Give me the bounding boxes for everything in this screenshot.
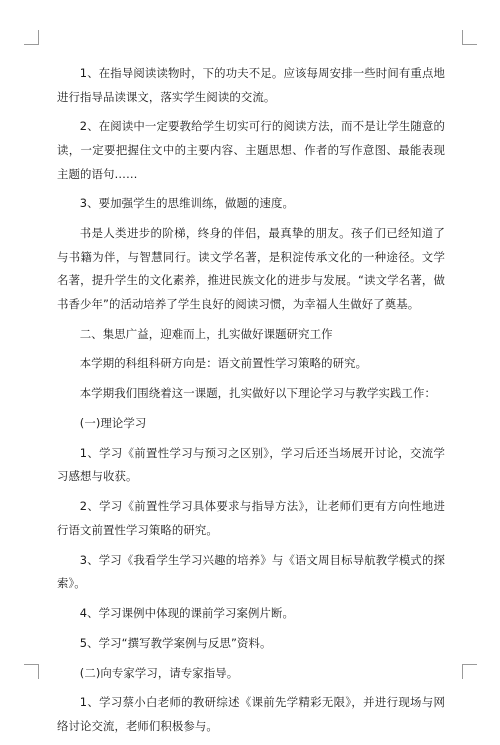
document-body (57, 62, 445, 745)
paragraph-7: 本学期我们围绕着这一课题，扎实做好以下理论学习与教学实践工作： (79, 386, 437, 401)
crop-mark-top-right (462, 30, 477, 45)
paragraph-13: 5、学习“撰写教学案例与反思”资料。 (79, 635, 272, 650)
subsection-heading-1: (一)理论学习 (79, 416, 147, 431)
paragraph-12: 4、学习课例中体现的课前学习案例片断。 (79, 605, 294, 620)
subsection-heading-2: (二)向专家学习，请专家指导。 (79, 665, 239, 680)
paragraph-10: 2、学习《前置性学习具体要求与指导方法》，让老师们更有方向性地进行语文前置性学习策略的研究。 (57, 499, 445, 537)
paragraph-4: 书是人类进步的阶梯，终身的伴侣，最真挚的朋友。孩子们已经知道了与书籍为伴，与智慧同行。读文学名著，是积淀传承文化的一种途径。文学名著，提升学生的文化素养，推进民族文化的进步与发展。“读文学名著，做书香少年”的活动培养了学生良好的阅读习惯，为幸福人生做好了奠基。 (57, 226, 445, 311)
paragraph-11: 3、学习《我看学生学习兴趣的培养》与《语文周目标导航教学模式的探索》。 (57, 552, 445, 591)
paragraph-15: 1、学习蔡小白老师的教研综述《课前先学精彩无限》，并进行现场与网络讨论交流，老师们积极参与。 (57, 695, 445, 733)
paragraph-1: 1、在指导阅读读物时，下的功夫不足。应该每周安排一些时间有重点地进行指导品读课文，落实学生阅读的交流。 (57, 66, 445, 104)
paragraph-3: 3、要加强学生的思维训练，做题的速度。 (79, 196, 294, 211)
crop-mark-bottom-left (24, 664, 39, 679)
crop-mark-top-left (24, 30, 39, 45)
paragraph-2: 2、在阅读中一定要教给学生切实可行的阅读方法，而不是让学生随意的读，一定要把握住文中的主要内容、主题思想、作者的写作意图、最能表现主题的语句…… (57, 119, 445, 181)
paragraph-9: 1、学习《前置性学习与预习之区别》，学习后还当场展开讨论，交流学习感想与收获。 (57, 445, 445, 484)
crop-mark-bottom-right (462, 664, 477, 679)
section-heading: 二、集思广益，迎难而上，扎实做好课题研究工作 (79, 326, 333, 341)
paragraph-6: 本学期的科组科研方向是：语文前置性学习策略的研究。 (79, 356, 368, 371)
